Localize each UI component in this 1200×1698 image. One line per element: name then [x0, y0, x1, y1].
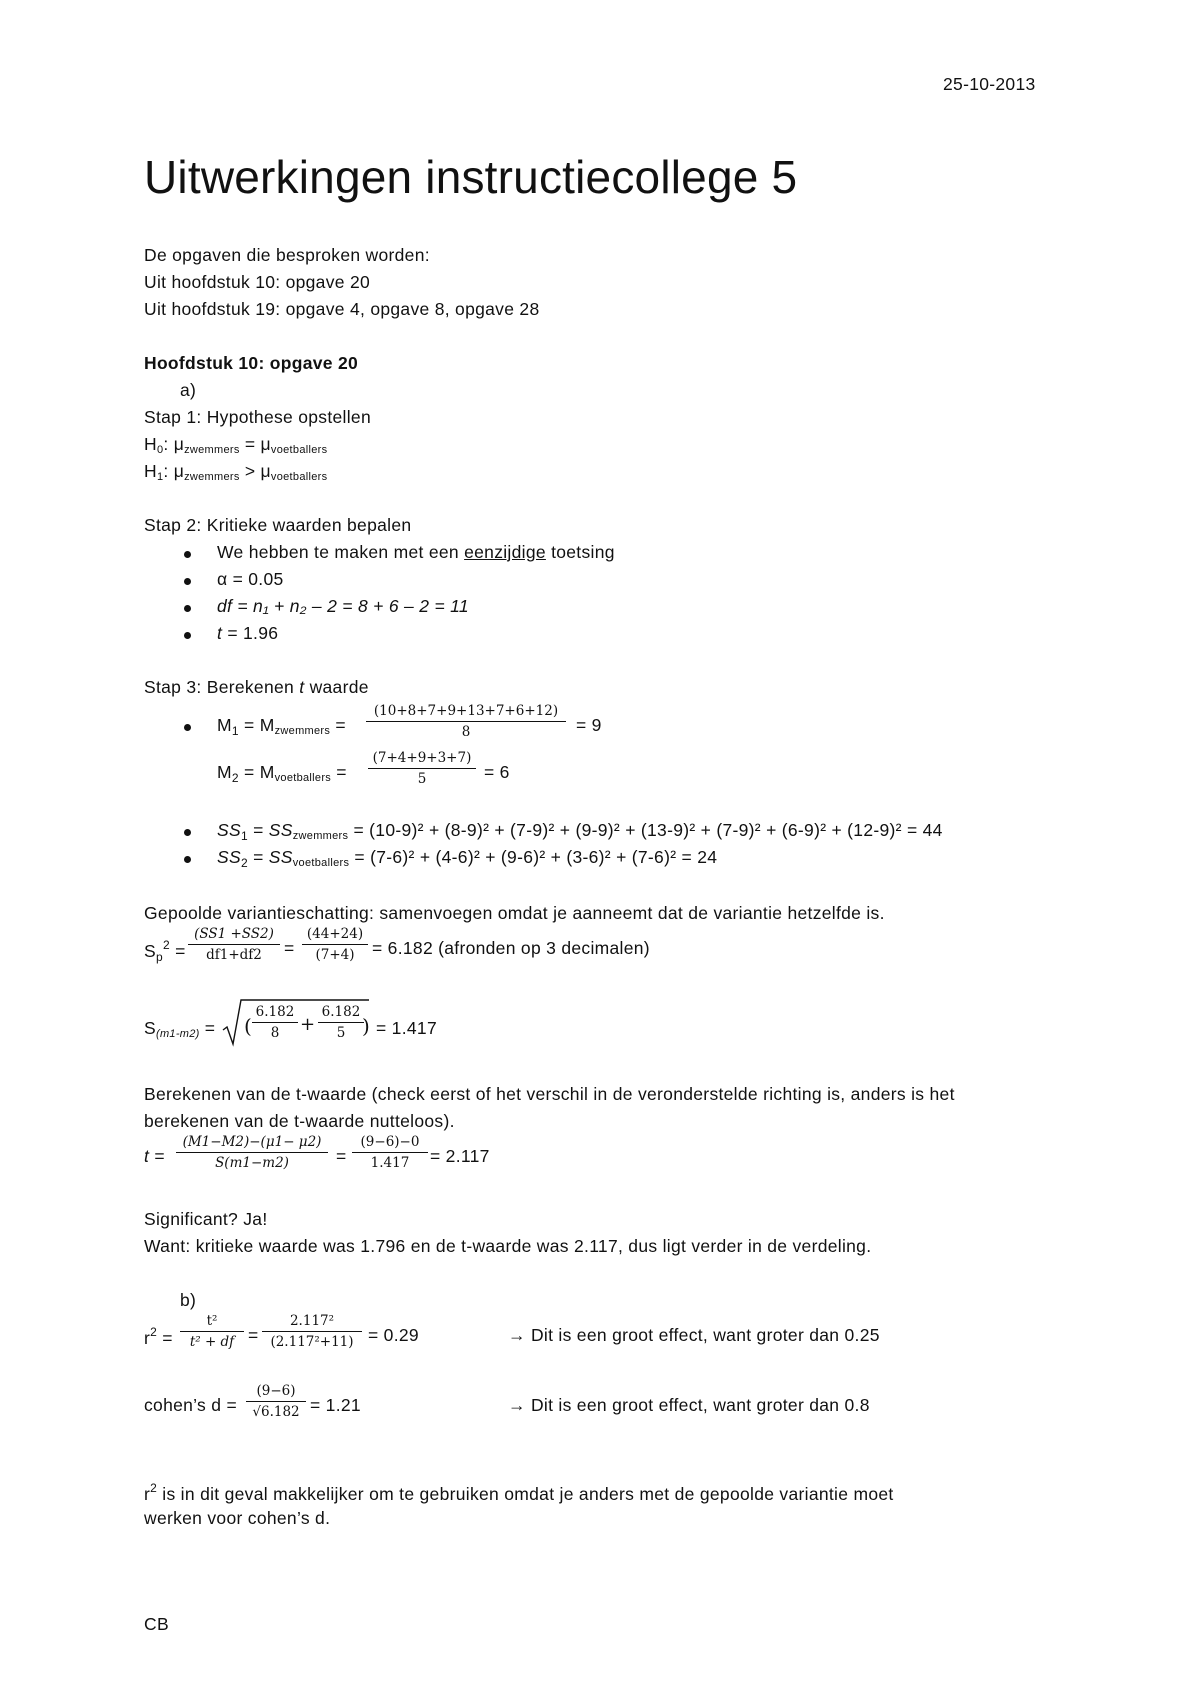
bullet-eenzijdig: We hebben te maken met een eenzijdige toetsing [217, 542, 615, 562]
t-fraction-2: $\frac{(9-6)-0}{1.417}$ [352, 1134, 428, 1171]
page-title: Uitwerkingen instructiecollege 5 [144, 151, 798, 203]
section-heading: Hoofdstuk 10: opgave 20 [144, 353, 359, 373]
sm-result: = 1.417 [376, 1018, 437, 1038]
m1-result: = 9 [576, 715, 602, 735]
t-fraction-1: $\frac{(M1-M2)-(\mu 1- \mu 2)}{S(m1-m2)}$ [176, 1134, 328, 1171]
bullet-icon [184, 551, 191, 558]
bullet-icon [184, 856, 191, 863]
r2-fraction-2: $\frac{\text{2.117²}}{\text{(2.117²+11)}}$ [262, 1313, 362, 1350]
bullet-icon [184, 632, 191, 639]
open-paren: ( [244, 1014, 252, 1038]
r2-fraction-1: $\frac{\text{t²}}{\text{t² + df}}$ [180, 1313, 244, 1350]
m2-fraction: $\frac{(7+4+9+3+7)}{5}$ [368, 750, 476, 787]
equals-sign: = [284, 938, 295, 958]
closing-line-2: werken voor cohen’s d. [144, 1508, 331, 1528]
bullet-icon [184, 605, 191, 612]
hypothesis-h1: H1: μzwemmers > μvoetballers [144, 461, 328, 483]
bullet-icon [184, 578, 191, 585]
r2-result: = 0.29 [368, 1325, 419, 1345]
footer-initials: CB [144, 1614, 169, 1634]
bullet-alpha: α = 0.05 [217, 569, 284, 589]
intro-line-1: De opgaven die besproken worden: [144, 245, 430, 265]
sm-fraction-1: $\frac{6.182}{8}$ [252, 1004, 298, 1041]
closing-line-1: $r^2$ is in dit geval makkelijker om te gebruiken omdat je anders met de gepoolde variantie moet [144, 1481, 894, 1504]
equals-sign: = [336, 1146, 347, 1166]
cohen-label: cohen’s d = [144, 1395, 237, 1415]
sm-fraction-2: $\frac{6.182}{5}$ [318, 1004, 364, 1041]
m2-label: $M_2$ = Mvoetballers = [217, 762, 347, 785]
r2-label: $r^2$ = [144, 1325, 173, 1348]
sp-fraction-2: $\frac{(44+24)}{(7+4)}$ [302, 926, 368, 963]
significant-text: Significant? Ja! [144, 1209, 268, 1229]
t-label: t = [144, 1146, 165, 1166]
ss2-formula: $SS_2$ = SSvoetballers = (7-6)² + (4-6)² + (9-6)² + (3-6)² + (7-6)² = 24 [217, 847, 718, 870]
m1-label: $M_1$ = Mzwemmers = [217, 715, 346, 738]
m1-fraction: $\frac{(10+8+7+9+13+7+6+12)}{8}$ [366, 703, 566, 740]
bullet-t: t = 1.96 [217, 623, 279, 643]
want-text: Want: kritieke waarde was 1.796 en de t-waarde was 2.117, dus ligt verder in de verdeling. [144, 1236, 872, 1256]
bullet-icon [184, 829, 191, 836]
hypothesis-h0: H0: μzwemmers = μvoetballers [144, 434, 328, 456]
part-b-label: b) [180, 1290, 197, 1310]
bullet-icon [184, 724, 191, 731]
sp-result: = 6.182 (afronden op 3 decimalen) [372, 938, 650, 958]
equals-sign: = [248, 1325, 259, 1345]
sm-label: S(m1-m2) = [144, 1018, 216, 1040]
cohen-result: = 1.21 [310, 1395, 361, 1415]
gepoolde-text: Gepoolde variantieschatting: samenvoegen omdat je aanneemt dat de variantie hetzelfde is. [144, 903, 885, 923]
t-result: = 2.117 [430, 1146, 490, 1166]
plus-sign: + [300, 1014, 316, 1035]
berekenen-line-1: Berekenen van de t-waarde (check eerst of het verschil in de veronderstelde richting is, anders is het [144, 1084, 955, 1104]
ss1-formula: $SS_1$ = SSzwemmers = (10-9)² + (8-9)² + (7-9)² + (9-9)² + (13-9)² + (7-9)² + (6-9)² + (12-9)² = 44 [217, 820, 943, 843]
cohen-fraction: $\frac{(9-6)}{√6.182}$ [246, 1383, 306, 1420]
bullet-df: df = n₁ + n₂ – 2 = 8 + 6 – 2 = 11 [217, 596, 469, 616]
document-date: 25-10-2013 [943, 74, 1036, 94]
stap1-heading: Stap 1: Hypothese opstellen [144, 407, 371, 427]
stap2-heading: Stap 2: Kritieke waarden bepalen [144, 515, 412, 535]
part-a-label: a) [180, 380, 197, 400]
intro-line-2: Uit hoofdstuk 10: opgave 20 [144, 272, 371, 292]
cohen-comment: → Dit is een groot effect, want groter dan 0.8 [508, 1395, 870, 1415]
intro-line-3: Uit hoofdstuk 19: opgave 4, opgave 8, opgave 28 [144, 299, 540, 319]
stap3-heading: Stap 3: Berekenen t waarde [144, 677, 369, 697]
r2-comment: → Dit is een groot effect, want groter dan 0.25 [508, 1325, 880, 1345]
sp-label: $S_p^2$ = [144, 938, 186, 964]
m2-result: = 6 [484, 762, 510, 782]
berekenen-line-2: berekenen van de t-waarde nutteloos). [144, 1111, 455, 1131]
sp-fraction-1: $\frac{(SS1 +SS2)}{df1+df2}$ [188, 926, 280, 963]
close-paren: ) [362, 1014, 370, 1038]
